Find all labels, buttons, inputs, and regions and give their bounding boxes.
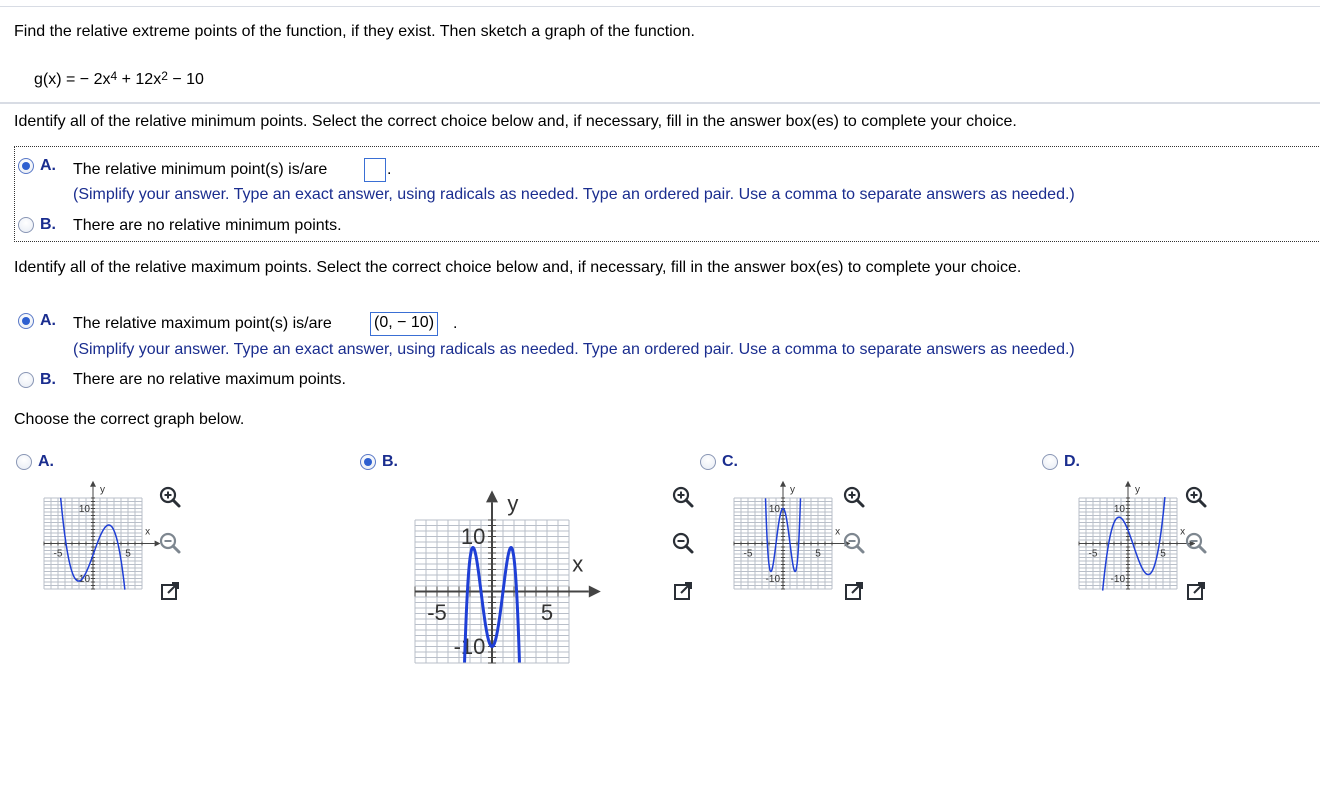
tick-label-neg5: -5 bbox=[1088, 548, 1098, 560]
magnifier-handle bbox=[857, 546, 863, 552]
graph-c-zoom-out-icon[interactable] bbox=[841, 530, 867, 556]
graph-option-c-letter: C. bbox=[722, 453, 738, 470]
magnifier-handle bbox=[857, 500, 863, 506]
tick-label-neg10: -10 bbox=[765, 574, 780, 585]
graph-c[interactable] bbox=[720, 480, 850, 640]
top-divider bbox=[0, 6, 1320, 7]
min-option-a-hint: (Simplify your answer. Type an exact answer, using radicals as needed. Type an ordered pair. Use a comma to separate answers as needed.) bbox=[73, 186, 1075, 203]
graph-instruction: Choose the correct graph below. bbox=[14, 411, 245, 428]
y-axis-arrow bbox=[90, 481, 96, 487]
max-option-b-text: There are no relative maximum points. bbox=[73, 371, 346, 388]
formula-term3: − 10 bbox=[167, 71, 204, 88]
graph-a-zoom-out-icon[interactable] bbox=[157, 530, 183, 556]
max-option-a-text: The relative maximum point(s) is/are bbox=[73, 315, 332, 332]
graph-option-d-radio[interactable] bbox=[1042, 454, 1058, 470]
min-answer-input[interactable] bbox=[364, 158, 386, 182]
graph-c-zoom-in-icon[interactable] bbox=[841, 484, 867, 510]
x-axis-label: x bbox=[145, 526, 151, 538]
tick-label-pos5: 5 bbox=[540, 600, 554, 626]
max-option-a-letter: A. bbox=[40, 312, 56, 329]
graph-c-open-window-icon[interactable] bbox=[841, 578, 867, 604]
magnifier-handle bbox=[173, 546, 179, 552]
graph-option-a-letter: A. bbox=[38, 453, 54, 470]
question-prompt: Find the relative extreme points of the function, if they exist. Then sketch a graph of the function. bbox=[14, 23, 695, 40]
minimum-instruction: Identify all of the relative minimum points. Select the correct choice below and, if necessary, fill in the answer box(es) to complete your choice. bbox=[14, 113, 1017, 130]
tick-label-neg10: -10 bbox=[1110, 574, 1125, 585]
tick-label-pos10: 10 bbox=[768, 504, 780, 515]
y-axis-label: y bbox=[507, 491, 519, 517]
graph-option-b-radio[interactable] bbox=[360, 454, 376, 470]
graph-a-zoom-in-icon[interactable] bbox=[157, 484, 183, 510]
tick-label-neg10: -10 bbox=[75, 574, 90, 585]
graph-a[interactable] bbox=[30, 480, 160, 640]
graph-b-open-window-icon[interactable] bbox=[670, 578, 696, 604]
y-axis-label: y bbox=[100, 484, 105, 496]
tick-label-pos10: 10 bbox=[78, 504, 90, 515]
graph-option-b-letter: B. bbox=[382, 453, 398, 470]
section-divider bbox=[0, 102, 1320, 104]
magnifier-handle bbox=[686, 546, 692, 552]
max-answer-input[interactable]: (0, − 10) bbox=[370, 312, 438, 336]
graph-b-zoom-out-icon[interactable] bbox=[670, 530, 696, 556]
graph-axes bbox=[734, 481, 850, 589]
x-axis-label: x bbox=[1180, 526, 1186, 538]
graph-a-open-window-icon[interactable] bbox=[157, 578, 183, 604]
magnifier-handle bbox=[1199, 546, 1205, 552]
min-option-a-letter: A. bbox=[40, 157, 56, 174]
formula-term2: + 12x bbox=[117, 71, 162, 88]
tick-label-pos5: 5 bbox=[815, 548, 821, 560]
graph-d-zoom-out-icon[interactable] bbox=[1183, 530, 1209, 556]
tick-label-pos5: 5 bbox=[125, 548, 131, 560]
min-option-a-text: The relative minimum point(s) is/are bbox=[73, 161, 328, 178]
graph-d-zoom-in-icon[interactable] bbox=[1183, 484, 1209, 510]
tick-label-neg5: -5 bbox=[743, 548, 753, 560]
graph-b-zoom-in-icon[interactable] bbox=[670, 484, 696, 510]
tick-label-neg10: -10 bbox=[453, 634, 486, 660]
magnifier-handle bbox=[1199, 500, 1205, 506]
tick-label-pos10: 10 bbox=[460, 524, 486, 550]
y-axis-label: y bbox=[790, 484, 795, 496]
formula-exp1: 4 bbox=[110, 69, 118, 83]
min-answer-period: . bbox=[387, 161, 392, 178]
graph-option-d-letter: D. bbox=[1064, 453, 1080, 470]
graph-b[interactable] bbox=[395, 484, 625, 802]
graph-option-c-radio[interactable] bbox=[700, 454, 716, 470]
min-option-b-text: There are no relative minimum points. bbox=[73, 217, 342, 234]
magnifier-handle bbox=[686, 500, 692, 506]
max-option-a-hint: (Simplify your answer. Type an exact answer, using radicals as needed. Type an ordered pair. Use a comma to separate answers as needed.) bbox=[73, 341, 1075, 358]
tick-label-neg5: -5 bbox=[53, 548, 63, 560]
formula-lhs: g(x) = bbox=[34, 71, 80, 88]
x-axis-label: x bbox=[572, 551, 584, 577]
y-axis-arrow bbox=[486, 490, 498, 502]
tick-label-pos10: 10 bbox=[1113, 504, 1125, 515]
y-axis-label: y bbox=[1135, 484, 1140, 496]
max-answer-period: . bbox=[453, 315, 458, 332]
min-option-b-letter: B. bbox=[40, 216, 56, 233]
max-option-a-radio[interactable] bbox=[18, 313, 34, 329]
max-option-b-radio[interactable] bbox=[18, 372, 34, 388]
graph-axes bbox=[44, 481, 160, 589]
graph-axes bbox=[1079, 481, 1195, 589]
maximum-instruction: Identify all of the relative maximum points. Select the correct choice below and, if necessary, fill in the answer box(es) to complete your choice. bbox=[14, 259, 1022, 276]
x-axis-arrow bbox=[589, 586, 601, 598]
y-axis-arrow bbox=[780, 481, 786, 487]
tick-label-neg5: -5 bbox=[427, 600, 447, 626]
magnifier-handle bbox=[173, 500, 179, 506]
function-formula bbox=[34, 70, 204, 90]
y-axis-arrow bbox=[1125, 481, 1131, 487]
graph-d-open-window-icon[interactable] bbox=[1183, 578, 1209, 604]
formula-term1: − 2x bbox=[79, 71, 111, 88]
x-axis-label: x bbox=[835, 526, 841, 538]
formula-exp2: 2 bbox=[161, 69, 168, 83]
min-option-b-radio[interactable] bbox=[18, 217, 34, 233]
tick-label-pos5: 5 bbox=[1160, 548, 1166, 560]
graph-d[interactable] bbox=[1065, 480, 1195, 640]
min-option-a-radio[interactable] bbox=[18, 158, 34, 174]
max-option-b-letter: B. bbox=[40, 371, 56, 388]
graph-option-a-radio[interactable] bbox=[16, 454, 32, 470]
